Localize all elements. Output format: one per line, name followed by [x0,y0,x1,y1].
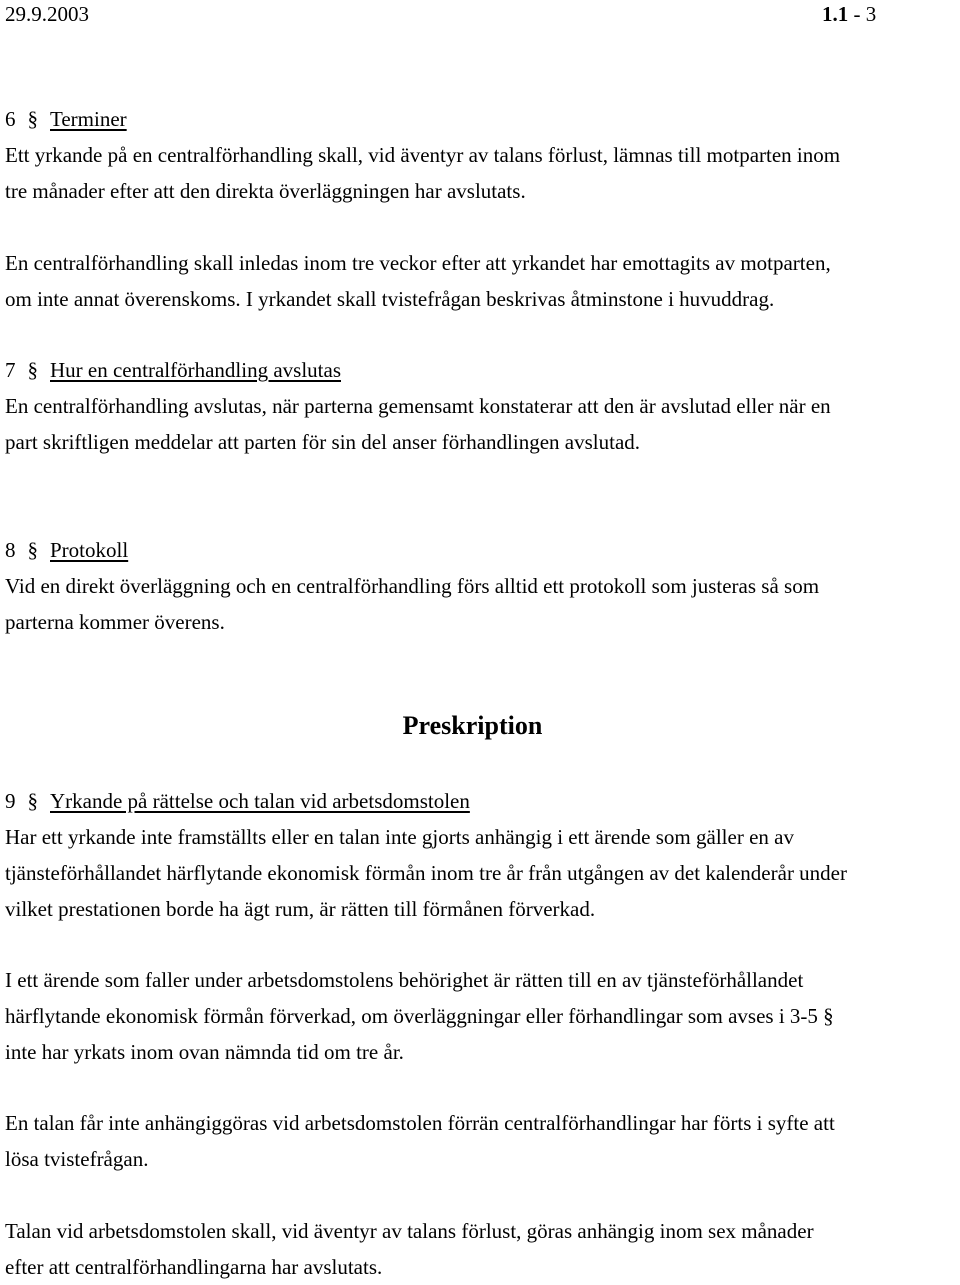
text-line: Talan vid arbetsdomstolen skall, vid äventyr av talans förlust, göras anhängig inom sex månader [5,1219,814,1243]
text-line: tre månader efter att den direkta överläggningen har avslutats. [5,179,526,203]
text-line: part skriftligen meddelar att parten för sin del anser förhandlingen avslutad. [5,430,641,454]
section-number: 8 [5,538,16,562]
paragraph-sign: § [27,107,38,131]
section-number: 7 [5,358,16,382]
text-line: Ett yrkande på en centralförhandling skall, vid äventyr av talans förlust, lämnas till motparten inom [5,143,841,167]
text-line: parterna kommer överens. [5,610,225,634]
chapter-title: Preskription [402,711,543,740]
section-number: 6 [5,107,16,131]
page-number [822,2,876,26]
section-heading-8 [5,532,128,568]
page-number-rest: - 3 [848,2,877,26]
text-line: En centralförhandling avslutas, när parterna gemensamt konstaterar att den är avslutad eller när en [5,394,831,418]
paragraph-sign: § [27,789,38,813]
paragraph-sign: § [27,538,38,562]
text-line: lösa tvistefrågan. [5,1147,149,1171]
text-line: Vid en direkt överläggning och en centralförhandling förs alltid ett protokoll som justeras så som [5,574,820,598]
section-title: Hur en centralförhandling avslutas [50,358,341,382]
paragraph-sign: § [27,358,38,382]
text-line: om inte annat överenskoms. I yrkandet skall tvistefrågan beskrivas åtminstone i huvuddrag. [5,287,775,311]
header-date: 29.9.2003 [5,2,89,26]
text-line: inte har yrkats inom ovan nämnda tid om tre år. [5,1040,404,1064]
text-line: I ett ärende som faller under arbetsdomstolens behörighet är rätten till en av tjänsteförhållandet [5,968,804,992]
text-line: härflytande ekonomisk förmån förverkad, om överläggningar eller förhandlingar som avses i 3-5 § [5,1004,834,1028]
page-number-bold: 1.1 [822,2,849,26]
section-heading-7 [5,352,341,388]
section-title: Terminer [50,107,127,131]
section-heading-9 [5,783,470,819]
text-line: Har ett yrkande inte framställts eller en talan inte gjorts anhängig i ett ärende som gäller en av [5,825,794,849]
section-title: Yrkande på rättelse och talan vid arbetsdomstolen [50,789,470,813]
text-line: En talan får inte anhängiggöras vid arbetsdomstolen förrän centralförhandlingar har förts i syfte att [5,1111,835,1135]
text-line: En centralförhandling skall inledas inom tre veckor efter att yrkandet har emottagits av motparten, [5,251,831,275]
section-heading-6 [5,101,127,137]
section-title: Protokoll [50,538,129,562]
section-number: 9 [5,789,16,813]
text-line: vilket prestationen borde ha ägt rum, är rätten till förmånen förverkad. [5,897,596,921]
text-line: efter att centralförhandlingarna har avslutats. [5,1255,383,1279]
text-line: tjänsteförhållandet härflytande ekonomisk förmån inom tre år från utgången av det kalenderår under [5,861,847,885]
